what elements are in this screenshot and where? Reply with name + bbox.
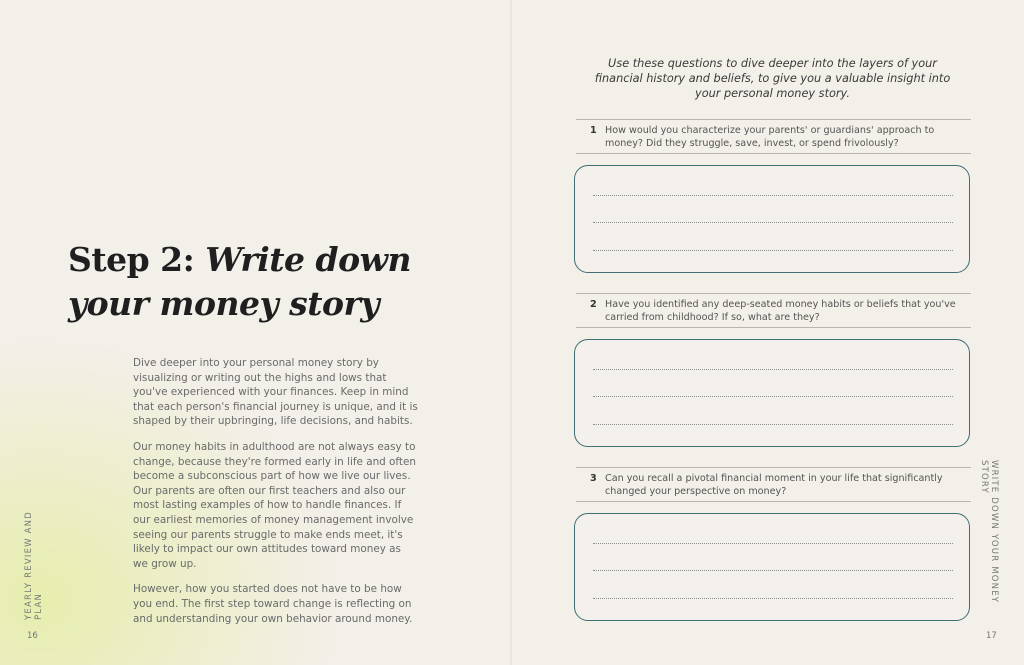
body-text — [133, 356, 418, 637]
writing-line — [593, 396, 953, 397]
question-text: Can you recall a pivotal financial moment in your life that significantly changed your perspective on money? — [605, 473, 943, 498]
writing-line — [593, 598, 953, 599]
answer-box-2[interactable] — [574, 339, 970, 447]
right-side-label: WRITE DOWN YOUR MONEY STORY — [979, 460, 999, 604]
question-text: How would you characterize your parents' or guardians' approach to money? Did they struggle, save, invest, or spend frivolously? — [605, 125, 935, 150]
question-3 — [576, 467, 971, 502]
question-1 — [576, 119, 971, 154]
headline-title: Write down your money story — [68, 240, 411, 323]
writing-line — [593, 250, 953, 251]
writing-line — [593, 369, 953, 370]
writing-line — [593, 543, 953, 544]
headline-step: Step 2: — [68, 240, 206, 279]
question-text: Have you identified any deep-seated money habits or beliefs that you've carried from childhood? If so, what are they? — [605, 299, 956, 324]
intro-text: Use these questions to dive deeper into the layers of your financial history and beliefs, to give you a valuable insight into your personal money story. — [594, 57, 951, 101]
left-side-label: YEARLY REVIEW AND PLAN — [24, 511, 44, 620]
right-page-number: 17 — [986, 631, 997, 641]
page-headline — [68, 238, 488, 326]
paragraph-1: Dive deeper into your personal money story by visualizing or writing out the highs and lows that you've experienced with your finances. Keep in mind that each person's financial journey is unique, and it is shaped by their upbringing, life decisions, and habits. — [133, 357, 418, 428]
answer-box-3[interactable] — [574, 513, 970, 621]
writing-line — [593, 570, 953, 571]
question-number: 2 — [590, 299, 597, 310]
question-number: 3 — [590, 473, 597, 484]
question-number: 1 — [590, 125, 597, 136]
left-page-number: 16 — [27, 631, 38, 641]
paragraph-3: However, how you started does not have to be how you end. The first step toward change is reflecting on and understanding your own behavior around money. — [133, 583, 413, 625]
question-2 — [576, 293, 971, 328]
answer-box-1[interactable] — [574, 165, 970, 273]
writing-line — [593, 424, 953, 425]
writing-line — [593, 222, 953, 223]
writing-line — [593, 195, 953, 196]
paragraph-2: Our money habits in adulthood are not always easy to change, because they're formed early in life and often become a subconscious part of how we live our lives. Our parents are often our first teachers and also our most lasting examples of how to handle finances. If our earliest memories of money management involve seeing our parents struggle to make ends meet, it's likely to impact our own attitudes toward money as we grow up. — [133, 440, 416, 570]
